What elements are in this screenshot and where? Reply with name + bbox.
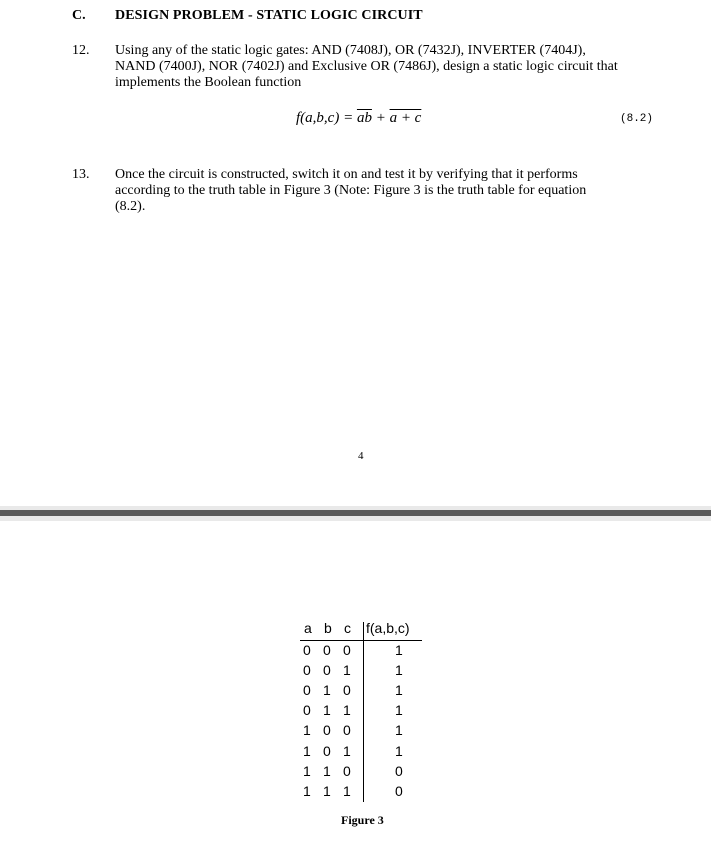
equation-number: (8.2) [620, 113, 654, 125]
section-title: DESIGN PROBLEM - STATIC LOGIC CIRCUIT [115, 8, 423, 23]
cell-a: 0 [303, 642, 311, 658]
header-f: f(a,b,c) [366, 620, 410, 636]
truth-table-divider-horizontal [300, 640, 422, 641]
header-b: b [324, 620, 332, 636]
cell-b: 1 [323, 782, 331, 799]
item-12-line-3: implements the Boolean function [115, 75, 302, 90]
cell-a: 0 [303, 682, 311, 699]
cell-a: 1 [303, 722, 311, 739]
item-text-12 [115, 43, 675, 91]
item-12-line-1: Using any of the static logic gates: AND (7408J), OR (7432J), INVERTER (7404J), [115, 43, 586, 58]
cell-a: 1 [303, 742, 311, 759]
cell-a: 0 [303, 662, 311, 679]
equation-term-1: $\overline{ab}$ [356, 110, 372, 126]
cell-b: 1 [323, 682, 331, 699]
item-12-line-2: NAND (7400J), NOR (7402J) and Exclusive OR (7486J), design a static logic circuit that [115, 59, 618, 74]
page-separator-bar [0, 510, 711, 516]
cell-b: 0 [323, 642, 331, 658]
cell-a: 1 [303, 762, 311, 779]
document-page-5 [0, 521, 711, 844]
cell-f: 0 [395, 782, 403, 799]
cell-c: 1 [343, 782, 351, 799]
item-13-line-3: (8.2). [115, 199, 146, 214]
header-a: a [304, 620, 312, 636]
figure-caption: Figure 3 [341, 813, 384, 827]
cell-f: 1 [395, 702, 403, 719]
equation-lhs: f(a,b,c) = [296, 110, 357, 126]
cell-f: 1 [395, 662, 403, 679]
cell-c: 1 [343, 742, 351, 759]
cell-f: 1 [395, 742, 403, 759]
cell-a: 0 [303, 702, 311, 719]
cell-f: 1 [395, 642, 403, 658]
cell-c: 0 [343, 722, 351, 739]
cell-b: 0 [323, 722, 331, 739]
cell-f: 1 [395, 722, 403, 739]
cell-c: 1 [343, 702, 351, 719]
cell-c: 0 [343, 642, 351, 658]
cell-f: 0 [395, 762, 403, 779]
equation-term-2: a + c [389, 110, 422, 126]
cell-c: 0 [343, 762, 351, 779]
cell-c: 0 [343, 682, 351, 699]
cell-b: 1 [323, 702, 331, 719]
page-separator [0, 506, 711, 521]
cell-a: 1 [303, 782, 311, 799]
cell-b: 0 [323, 742, 331, 759]
cell-b: 1 [323, 762, 331, 779]
cell-b: 0 [323, 662, 331, 679]
boolean-equation [296, 110, 421, 127]
truth-table-divider-vertical [363, 622, 364, 802]
item-number-12: 12. [72, 43, 90, 58]
header-c: c [344, 620, 351, 636]
page-number: 4 [358, 450, 364, 462]
item-13-line-2: according to the truth table in Figure 3 (Note: Figure 3 is the truth table for equation [115, 183, 587, 198]
item-number-13: 13. [72, 167, 90, 182]
item-13-line-1: Once the circuit is constructed, switch it on and test it by verifying that it performs [115, 167, 578, 182]
equation-plus: + [371, 110, 390, 126]
section-letter: C. [72, 8, 86, 23]
item-text-13 [115, 167, 675, 215]
cell-f: 1 [395, 682, 403, 699]
cell-c: 1 [343, 662, 351, 679]
